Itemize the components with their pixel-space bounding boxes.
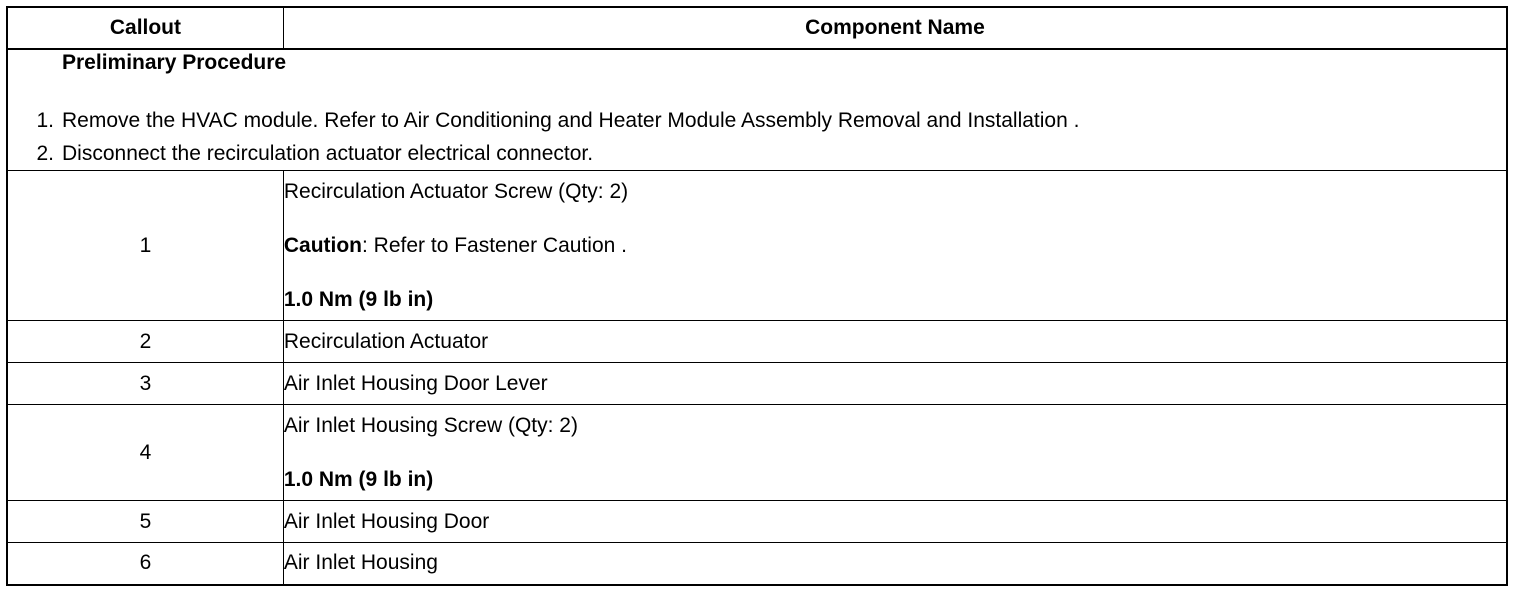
header-callout: Callout [7, 7, 283, 49]
step-number: 2. [36, 142, 54, 165]
component-cell [283, 171, 1507, 321]
step-text: Disconnect the recirculation actuator electrical connector. [62, 142, 594, 165]
step-text: Remove the HVAC module. Refer to Air Conditioning and Heater Module Assembly Removal and Installation . [62, 109, 1080, 132]
component-table [6, 6, 1508, 586]
table-row [7, 171, 1507, 321]
caution-label: Caution [283, 233, 363, 257]
table-row [7, 405, 1507, 501]
component-name: Air Inlet Housing Door Lever [283, 363, 1507, 405]
callout-cell: 5 [7, 501, 283, 543]
preliminary-step [8, 137, 1506, 170]
component-name: Air Inlet Housing [283, 543, 1507, 585]
component-name: Air Inlet Housing Screw (Qty: 2) [283, 413, 578, 437]
table-row [7, 321, 1507, 363]
preliminary-cell [7, 49, 1507, 171]
preliminary-title: Preliminary Procedure [62, 51, 287, 74]
preliminary-step [8, 104, 1506, 137]
torque-spec: 1.0 Nm (9 lb in) [283, 287, 434, 311]
table-row [7, 543, 1507, 585]
component-cell [283, 405, 1507, 501]
caution-note [284, 235, 1506, 257]
component-name: Air Inlet Housing Door [283, 501, 1507, 543]
component-name: Recirculation Actuator [283, 321, 1507, 363]
preliminary-row [7, 49, 1507, 171]
torque-spec: 1.0 Nm (9 lb in) [283, 467, 434, 491]
callout-cell: 1 [7, 171, 283, 321]
callout-cell: 3 [7, 363, 283, 405]
callout-cell: 4 [7, 405, 283, 501]
step-number: 1. [36, 109, 54, 132]
caution-text: : Refer to Fastener Caution . [362, 233, 627, 257]
table-row [7, 501, 1507, 543]
header-row [7, 7, 1507, 49]
table-row [7, 363, 1507, 405]
preliminary-steps [8, 104, 1506, 170]
callout-cell: 2 [7, 321, 283, 363]
component-name: Recirculation Actuator Screw (Qty: 2) [283, 179, 629, 203]
callout-cell: 6 [7, 543, 283, 585]
header-component-name: Component Name [283, 7, 1507, 49]
